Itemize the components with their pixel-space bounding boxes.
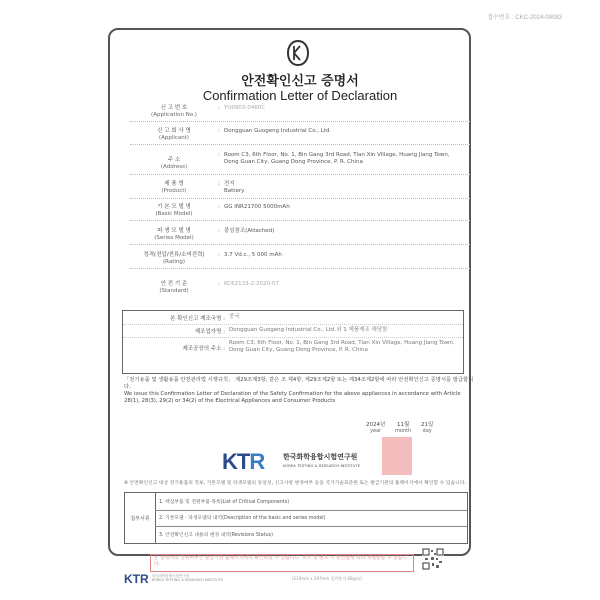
factory-address-value: Room C3, 6th Floor, No. 1, Bin Gang 3rd Road, Tian Xin Village, Huang Jiang Town, Dong Guan City, Guang Dong Province, P. R. China: [229, 340, 455, 353]
table-divider: [155, 510, 467, 511]
field-label-en: (Product): [161, 188, 187, 194]
field-label-en: (Standard): [159, 288, 189, 294]
statement-korean: 「전기용품 및 생활용품 안전관리법 시행규칙」 제29조제3항, 같은 조 제4항, 제29조제2항 또는 제34조제2항에 따라 안전확인신고 증명서를 발급합니다.: [124, 377, 474, 390]
field-label-en: (Address): [160, 164, 188, 170]
footer-institute-name: 한국화학융합시험연구원 KOREA TESTING & RESEARCH INSTITUTE: [152, 574, 224, 582]
ktr-logo: KTR: [222, 449, 265, 474]
field-label-ko: 주 소: [167, 157, 181, 163]
field-label-ko: 신 고 회 사 명: [157, 128, 191, 134]
attachment-row: 2. 기본모델 · 파생모델의 내역(Description of the basic and series model): [159, 516, 326, 521]
field-label-ko: 정격(전압/전류/소비전력): [143, 252, 205, 258]
field-divider: [130, 244, 470, 245]
field-label-ko: 파 생 모 델 명: [157, 228, 191, 234]
footer-paper-spec: (210mm x 297mm 일반용지 60g/㎡): [292, 576, 362, 581]
field-colon: :: [218, 181, 220, 187]
box-divider: [123, 337, 463, 338]
attachment-row: 1. 핵심부품 및 전원부품 목록(List of Critical Components): [159, 500, 290, 505]
field-value: KC62133-2:2020-07: [224, 281, 279, 287]
field-value: 전지 Battery: [224, 181, 245, 194]
field-colon: :: [218, 228, 220, 234]
field-colon: :: [218, 281, 220, 287]
footer-ktr-logo: KTR: [124, 572, 149, 586]
field-divider: [130, 220, 470, 221]
field-divider: [130, 174, 470, 175]
date-year-label: year: [370, 428, 382, 434]
verification-note: ※ 안전확인신고 대상 전기용품의 정보, 기본모델 및 파생모델의 동일성, 신고사항 변경여부 등을 국가기술표준원 또는 발급기관의 홈페이지에서 확인할 수 있습니다.: [124, 481, 466, 486]
date-day-label: day: [422, 428, 432, 434]
factory-address-label: 제조공장의 주소 :: [182, 346, 225, 352]
kc-mark-icon: [287, 40, 309, 66]
statement-english: We issue this Confirmation Letter of Declaration of the Safety Confirmation for the above appliances in accordance with Article 28(1), 28(3), 29(2) or 34(2) of the Electrical Appliances and Consumer Products: [124, 391, 461, 404]
field-divider: [130, 268, 470, 269]
field-label-ko: 제 품 명: [164, 181, 184, 187]
field-divider: [130, 198, 470, 199]
field-label-en: (Rating): [162, 259, 186, 265]
field-value: GG INR21700 5000mAh: [224, 204, 290, 210]
country-label: 본 확인신고 제조국명 :: [170, 316, 225, 322]
table-divider: [155, 526, 467, 527]
stamp-text: 본 증명서의 진위여부는 발급기관 홈페이지에서 확인하실 수 있습니다. 위조 및 변조 시 관련법에 따라 처벌받을 수 있습니다.: [154, 556, 407, 567]
date-month-value: 11월: [396, 422, 410, 428]
field-label-en: (Basic Model): [155, 211, 193, 217]
manufacturer-box: [122, 310, 464, 374]
field-divider: [130, 144, 470, 145]
attachment-row: 3. 안전확인신고 내용의 변경 내역(Revisions Status): [159, 533, 274, 538]
country-value: 중국: [229, 314, 240, 320]
field-value: Room C3, 6th Floor, No. 1, Bin Gang 3rd Road, Tian Xin Village, Huang Jiang Town, Dong Guan City, Guang Dong Province, P. R. China: [224, 152, 450, 165]
field-divider: [130, 121, 470, 122]
title-english: Confirmation Letter of Declaration: [202, 88, 398, 103]
verification-stamp: [150, 554, 414, 572]
field-colon: :: [218, 128, 220, 134]
date-month-label: month: [395, 428, 412, 434]
qr-code-icon: [422, 548, 444, 570]
manufacturer-value: Dongguan Guogeng Industrial Co., Ltd.외 1 제품제조 해당함: [229, 327, 388, 333]
field-value: 3.7 Vd.c., 5 000 mAh: [224, 252, 282, 258]
document-number: 접수번호 : CKC-2024-09083: [487, 15, 562, 21]
date-day: [421, 420, 433, 434]
date-year: [366, 420, 385, 434]
date-day-value: 21일: [421, 422, 434, 428]
field-value: Dongguan Guogeng Industrial Co., Ltd.: [224, 128, 332, 134]
field-colon: :: [218, 152, 220, 158]
field-label-en: (Series Model): [154, 235, 194, 241]
field-label-en: (Application No.): [151, 112, 197, 118]
field-value: 붙임참조(Attached): [224, 228, 275, 234]
manufacturer-label: 제조업자명 :: [194, 329, 225, 335]
institute-name-english: KOREA TESTING & RESEARCH INSTITUTE: [283, 463, 361, 468]
field-value: YU0903-0460C: [224, 105, 266, 111]
title-korean: 안전확인신고 증명서: [241, 74, 359, 89]
field-colon: :: [218, 252, 220, 258]
field-colon: :: [218, 204, 220, 210]
date-year-value: 2024년: [366, 422, 386, 428]
attachment-label: 첨부서류: [125, 493, 156, 543]
field-label-en: (Applicant): [158, 135, 190, 141]
official-seal: [382, 437, 412, 475]
box-divider: [123, 324, 463, 325]
institute-name-korean: 한국화학융합시험연구원: [283, 453, 358, 461]
field-colon: :: [218, 105, 220, 111]
attachment-table: [124, 492, 468, 544]
field-label-ko: 안 전 기 준: [160, 281, 188, 287]
field-label-ko: 신 고 번 호: [160, 105, 188, 111]
date-month: [395, 420, 411, 434]
field-label-ko: 기 본 모 델 명: [157, 204, 191, 210]
